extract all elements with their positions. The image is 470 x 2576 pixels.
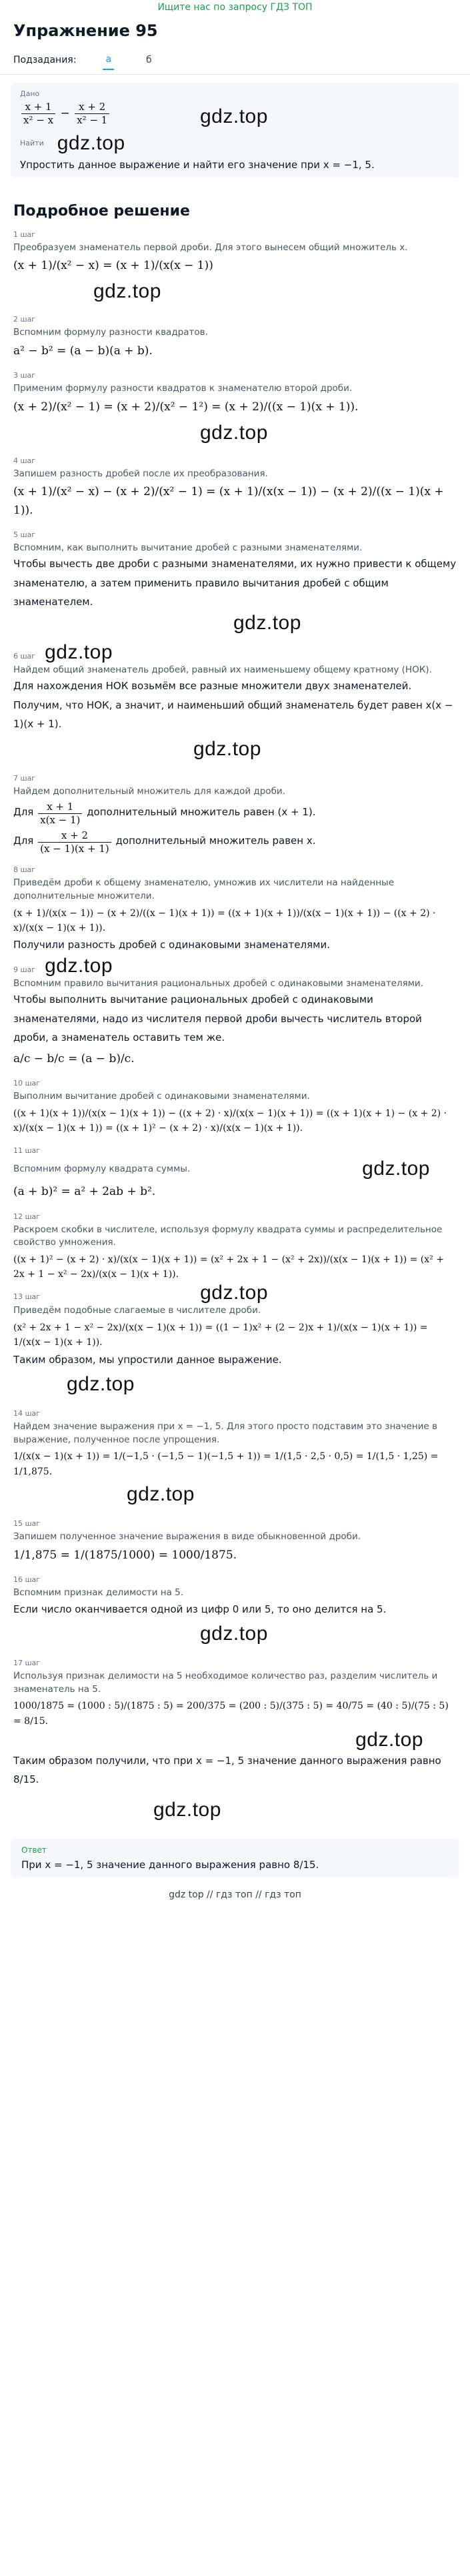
watermark: gdz.top <box>355 1728 423 1751</box>
solution-title: Подробное решение <box>13 202 190 220</box>
step-label: 8 шаг <box>13 865 36 875</box>
watermark: gdz.top <box>57 131 125 154</box>
given-card <box>11 83 459 177</box>
step-row: Для $\frac{x + 2}{(x - 1)(x + 1)}$ дополнительный множитель равен x. <box>13 829 316 855</box>
step-5 <box>13 530 457 612</box>
step-math: 1000/1875 = (1000 : 5)/(1875 : 5) = 200/375 = (200 : 5)/(375 : 5) = 40/75 = (40 : 5)/(75 : 5) = 8/15. <box>13 1701 449 1727</box>
step-text: Найдем значение выражения при x = −1, 5. Для этого просто подставим это значение в выражение, полученное после упрощения. <box>13 1421 437 1445</box>
step-math: ((x + 1)(x + 1))/(x(x − 1)(x + 1)) − ((x + 2) · x)/(x(x − 1)(x + 1)) = ((x + 1)(x + 1) − (x + 2) · x)/(x(x − 1)(x + 1)) = ((x + 1)² − (x + 2) · x)/(x(x − 1)(x + 1)). <box>13 1108 447 1134</box>
step-text: Вспомним, как выполнить вычитание дробей с разными знаменателями. <box>13 542 363 553</box>
step-text: Раскроем скобки в числителе, используя формулу квадрата суммы и распределительное свойство умножения. <box>13 1224 443 1248</box>
step-13 <box>13 1282 457 1369</box>
step-row: Для $\frac{x + 1}{x(x - 1)}$ дополнительный множитель равен (x + 1). <box>13 801 316 827</box>
step-label: 3 шаг <box>13 371 36 380</box>
watermark: gdz.top <box>67 1373 135 1396</box>
step-math: 1/1,875 = 1/(1875/1000) = 1000/1875. <box>13 1548 237 1562</box>
step-14 <box>13 1409 457 1479</box>
step-math: ((x + 1)² − (x + 2) · x)/(x(x − 1)(x + 1)) = (x² + 2x + 1 − (x² + 2x))/(x(x − 1)(x + 1)) = (x² + 2x + 1 − x² − 2x)/(x(x − 1)(x + 1)). <box>13 1254 444 1280</box>
watermark: gdz.top <box>93 280 161 303</box>
step-4 <box>13 456 457 520</box>
task-text: Упростить данное выражение и найти его значение при x = −1, 5. <box>20 158 375 171</box>
step-9 <box>13 955 457 1068</box>
watermark: gdz.top <box>200 421 268 444</box>
step-8 <box>13 865 457 954</box>
step-text: Вспомним формулу квадрата суммы. <box>13 1163 191 1174</box>
step-1 <box>13 230 457 276</box>
step-label: 17 шаг <box>13 1659 41 1668</box>
footer-links[interactable]: gdz top // гдз топ // гдз топ <box>169 1889 301 1900</box>
step-label: 16 шаг <box>13 1575 41 1584</box>
step-label: 12 шаг <box>13 1212 41 1221</box>
step-text: Найдем общий знаменатель дробей, равный их наименьшему общему кратному (НОК). <box>13 664 432 675</box>
dano-label: Дано <box>20 89 40 98</box>
step-3 <box>13 371 457 416</box>
step-rule: Если число оканчивается одной из цифр 0 или 5, то оно делится на 5. <box>13 1603 387 1615</box>
step-17 <box>13 1659 457 1789</box>
step-text: Приведём дроби к общему знаменателю, умножив их числители на найденные дополнительные множители. <box>13 877 395 901</box>
watermark: gdz.top <box>193 737 261 760</box>
step-rule: Получили разность дробей с одинаковыми знаменателями. <box>13 939 330 951</box>
step-text: Выполним вычитание дробей с одинаковыми знаменателями. <box>13 1091 310 1102</box>
step-label: 1 шаг <box>13 230 36 239</box>
step-text: Применим формулу разности квадратов к знаменателю второй дроби. <box>13 383 353 394</box>
watermark: gdz.top <box>153 1798 221 1821</box>
step-label: 13 шаг <box>13 1292 41 1302</box>
step-label: 4 шаг <box>13 456 36 465</box>
step-10 <box>13 1079 457 1136</box>
step-12 <box>13 1212 457 1282</box>
watermark: gdz.top <box>200 1282 269 1304</box>
step-text: Используя признак делимости на 5 необходимое количество раз, разделим числитель и знаменатель на 5. <box>13 1671 438 1695</box>
watermark: gdz.top <box>200 105 268 127</box>
step-rule: Таким образом, мы упростили данное выражение. <box>13 1353 282 1366</box>
page-title: Упражнение 95 <box>13 21 158 40</box>
step-6 <box>13 641 457 734</box>
step-11 <box>13 1146 457 1201</box>
step-math: (x + 1)/(x(x − 1)) − (x + 2)/((x − 1)(x + 1)) = ((x + 1)(x + 1))/(x(x − 1)(x + 1)) − ((x + 2) · x)/(x(x − 1)(x + 1)). <box>13 907 436 933</box>
step-rule: Таким образом получили, что при x = −1, 5 значение данного выражения равно 8/15. <box>13 1754 441 1786</box>
watermark: gdz.top <box>233 611 301 634</box>
answer-text: При x = −1, 5 значение данного выражения равно 8/15. <box>21 1858 319 1871</box>
step-math: (x + 2)/(x² − 1) = (x + 2)/(x² − 1²) = (x + 2)/((x − 1)(x + 1)). <box>13 400 359 414</box>
step-math: (x² + 2x + 1 − x² − 2x)/(x(x − 1)(x + 1)) = ((1 − 1)x² + (2 − 2)x + 1)/(x(x − 1)(x + 1)) = 1/(x(x − 1)(x + 1)). <box>13 1322 428 1348</box>
given-expression: $\frac{x + 1}{\text{x² − x}}$ − $\frac{x + 2}{\text{x² − 1}}$ <box>20 101 450 127</box>
step-math: (x + 1)/(x² − x) = (x + 1)/(x(x − 1)) <box>13 259 213 273</box>
step-text: Вспомним формулу разности квадратов. <box>13 327 208 338</box>
step-15 <box>13 1519 457 1565</box>
watermark: gdz.top <box>45 954 113 977</box>
step-label: 6 шаг <box>13 651 36 661</box>
tab-a[interactable]: а <box>103 50 114 70</box>
step-math: a/c − b/c = (a − b)/c. <box>13 1051 135 1065</box>
find-label: Найти <box>20 139 44 147</box>
step-text: Найдем дополнительный множитель для каждой дроби. <box>13 785 285 797</box>
step-label: 2 шаг <box>13 315 36 324</box>
answer-card <box>11 1839 459 1877</box>
step-rule: Для нахождения НОК возьмём все разные множители двух знаменателей. <box>13 680 412 693</box>
tab-b[interactable]: б <box>146 54 152 65</box>
step-text: Запишем разность дробей после их преобразования. <box>13 468 268 479</box>
subtask-tabs <box>0 45 470 75</box>
step-label: 9 шаг <box>13 965 36 974</box>
step-label: 14 шаг <box>13 1409 41 1418</box>
step-2 <box>13 315 457 360</box>
step-rule: Чтобы выполнить вычитание рациональных дробей с одинаковыми знаменателями, надо из числителя первой дроби вычесть числитель второй дроби, а знаменатель оставить тем же. <box>13 993 422 1044</box>
promo-banner[interactable]: Ищите нас по запросу ГДЗ ТОП <box>157 2 313 13</box>
step-label: 11 шаг <box>13 1146 41 1156</box>
step-label: 7 шаг <box>13 773 36 783</box>
step-text: Преобразуем знаменатель первой дроби. Для этого вынесем общий множитель x. <box>13 242 408 253</box>
step-rule: Получим, что НОК, а значит, и наименьший общий знаменатель будет равен x(x − 1)(x + 1). <box>13 699 453 731</box>
subtasks-label: Подзадания: <box>13 54 77 65</box>
answer-label: Ответ <box>21 1845 47 1855</box>
step-text: Вспомним признак делимости на 5. <box>13 1587 184 1598</box>
step-label: 15 шаг <box>13 1519 41 1529</box>
step-text: Вспомним правило вычитания рациональных дробей с одинаковыми знаменателями. <box>13 977 423 989</box>
watermark: gdz.top <box>362 1158 430 1180</box>
step-math: (a + b)² = a² + 2ab + b². <box>13 1185 156 1199</box>
step-rule: Чтобы вычесть две дроби с разными знаменателями, их нужно привести к общему знаменателю, а затем применить правило вычитания дробей с общим знаменателем. <box>13 558 457 608</box>
step-math: (x + 1)/(x² − x) − (x + 2)/(x² − 1) = (x + 1)/(x(x − 1)) − (x + 2)/((x − 1)(x + 1)). <box>13 485 444 517</box>
step-16 <box>13 1575 457 1619</box>
watermark: gdz.top <box>45 640 113 663</box>
step-math: 1/(x(x − 1)(x + 1)) = 1/(−1,5 · (−1,5 − 1)(−1,5 + 1)) = 1/(1,5 · 2,5 · 0,5) = 1/(1,5 · 1,25) = 1/1,875. <box>13 1451 439 1477</box>
step-math: a² − b² = (a − b)(a + b). <box>13 344 153 358</box>
step-label: 5 шаг <box>13 530 36 539</box>
step-text: Запишем полученное значение выражения в виде обыкновенной дроби. <box>13 1531 361 1543</box>
watermark: gdz.top <box>127 1483 195 1506</box>
step-label: 10 шаг <box>13 1079 41 1088</box>
watermark: gdz.top <box>200 1623 268 1645</box>
step-text: Приведём подобные слагаемые в числителе дроби. <box>13 1305 261 1316</box>
step-7 <box>13 774 457 855</box>
